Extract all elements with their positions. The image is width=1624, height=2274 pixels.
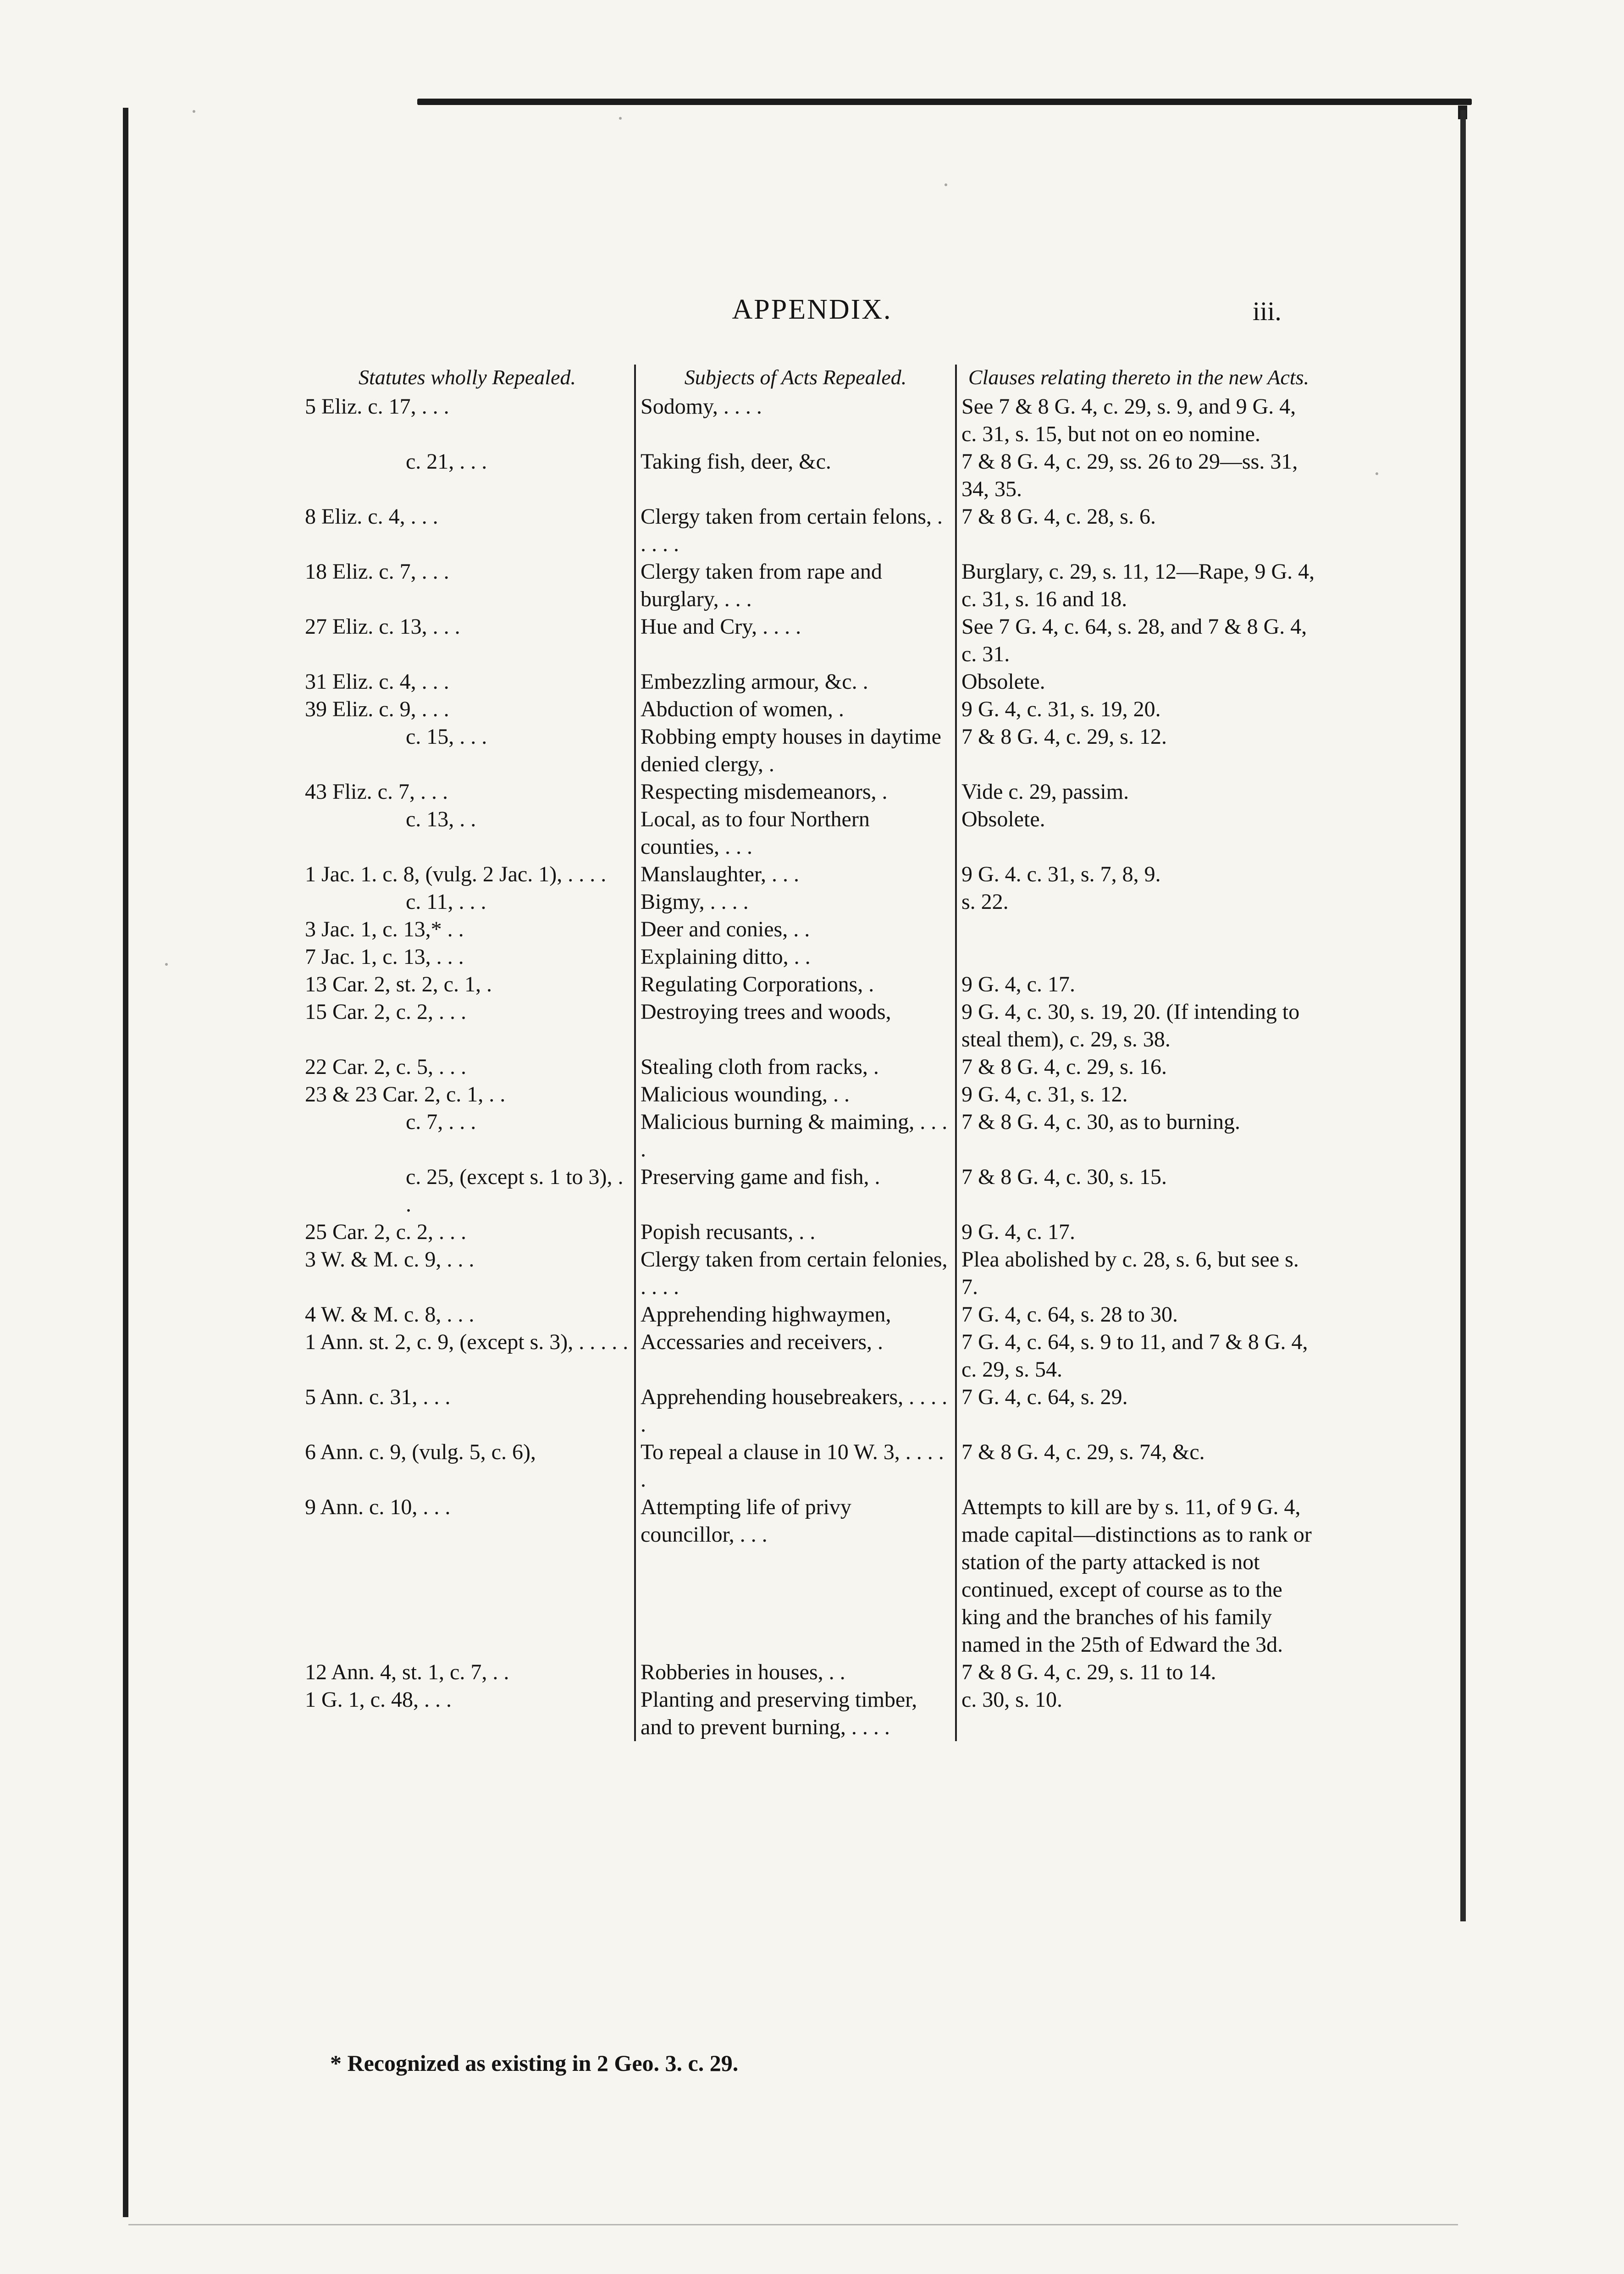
clause-cell: 7 & 8 G. 4, c. 28, s. 6.: [961, 504, 1156, 529]
statute-cell: 18 Eliz. c. 7, . . .: [300, 558, 635, 613]
subject-cell: Deer and conies, . .: [635, 916, 956, 943]
page-title: APPENDIX.: [732, 294, 892, 325]
table-row: [300, 1053, 1320, 1081]
statute-cell: c. 11, . . .: [300, 888, 635, 916]
footnote: * Recognized as existing in 2 Geo. 3. c. 29.: [330, 2050, 739, 2076]
clause-cell: 7 & 8 G. 4, c. 29, s. 74, &c.: [961, 1440, 1205, 1464]
table-row: [300, 558, 1320, 613]
clause-cell: 7 & 8 G. 4, c. 29, s. 16.: [961, 1055, 1167, 1079]
table-row: [300, 696, 1320, 723]
clause-cell: Vide c. 29, passim.: [961, 780, 1129, 804]
clause-cell: c. 30, s. 10.: [961, 1688, 1062, 1712]
subject-cell: Clergy taken from certain felonies, . . . .: [635, 1246, 956, 1301]
statute-cell: 1 Jac. 1. c. 8, (vulg. 2 Jac. 1), . . . .: [300, 861, 635, 888]
table-row: [300, 1108, 1320, 1163]
clause-cell: Burglary, c. 29, s. 11, 12—Rape, 9 G. 4, c. 31, s. 16 and 18.: [961, 559, 1315, 611]
clause-cell: See 7 G. 4, c. 64, s. 28, and 7 & 8 G. 4, c. 31.: [961, 614, 1307, 666]
scan-speck: [945, 183, 947, 186]
statute-cell: c. 15, . . .: [300, 723, 635, 778]
subject-cell: Explaining ditto, . .: [635, 943, 956, 971]
statute-cell: 6 Ann. c. 9, (vulg. 5, c. 6),: [300, 1439, 635, 1494]
clause-cell: 7 G. 4, c. 64, s. 28 to 30.: [961, 1302, 1178, 1327]
table-row: [300, 1081, 1320, 1108]
subject-cell: Robberies in houses, . .: [635, 1659, 956, 1686]
subject-cell: Robbing empty houses in daytime denied clergy, .: [635, 723, 956, 778]
scan-speck: [619, 117, 622, 120]
right-border-rule: [1460, 110, 1466, 1921]
clause-cell: Obsolete.: [961, 669, 1045, 694]
subject-cell: Stealing cloth from racks, .: [635, 1053, 956, 1081]
clause-cell: 7 G. 4, c. 64, s. 29.: [961, 1385, 1128, 1409]
column-header-statutes: Statutes wholly Repealed.: [300, 365, 635, 393]
statute-cell: c. 21, . . .: [300, 448, 635, 503]
table-row: [300, 723, 1320, 778]
subject-cell: Malicious wounding, . .: [635, 1081, 956, 1108]
table-row: [300, 1328, 1320, 1383]
subject-cell: Embezzling armour, &c. .: [635, 668, 956, 696]
table-row: [300, 503, 1320, 558]
statute-cell: 4 W. & M. c. 8, . . .: [300, 1301, 635, 1328]
subject-cell: Accessaries and receivers, .: [635, 1328, 956, 1383]
clause-cell: 7 & 8 G. 4, c. 30, s. 15.: [961, 1165, 1167, 1189]
statute-cell: 9 Ann. c. 10, . . .: [300, 1494, 635, 1659]
statute-cell: 22 Car. 2, c. 5, . . .: [300, 1053, 635, 1081]
statute-cell: 23 & 23 Car. 2, c. 1, . .: [300, 1081, 635, 1108]
statute-cell: 7 Jac. 1, c. 13, . . .: [300, 943, 635, 971]
subject-cell: Popish recusants, . .: [635, 1218, 956, 1246]
table-row: [300, 1218, 1320, 1246]
statute-cell: c. 25, (except s. 1 to 3), . .: [300, 1163, 635, 1218]
statute-cell: 15 Car. 2, c. 2, . . .: [300, 998, 635, 1053]
clause-cell: 7 & 8 G. 4, c. 29, s. 11 to 14.: [961, 1660, 1216, 1684]
table-body: [300, 393, 1320, 1741]
statute-cell: c. 13, . .: [300, 806, 635, 861]
statute-cell: 25 Car. 2, c. 2, . . .: [300, 1218, 635, 1246]
subject-cell: Sodomy, . . . .: [635, 393, 956, 448]
page-number: iii.: [1253, 296, 1282, 326]
statute-cell: 5 Ann. c. 31, . . .: [300, 1383, 635, 1439]
statute-cell: 1 G. 1, c. 48, . . .: [300, 1686, 635, 1741]
subject-cell: Apprehending housebreakers, . . . . .: [635, 1383, 956, 1439]
clause-cell: Attempts to kill are by s. 11, of 9 G. 4, made capital—distinctions as to rank or station of the party attacked is not continued, except of course as to the king and the branches of his family named in the 25th of Edward the 3d.: [961, 1495, 1312, 1657]
table-row: [300, 806, 1320, 861]
clause-cell: [956, 916, 1320, 943]
table-row: [300, 943, 1320, 971]
clause-cell: [956, 943, 1320, 971]
statute-cell: 3 Jac. 1, c. 13,* . .: [300, 916, 635, 943]
table-row: [300, 1659, 1320, 1686]
subject-cell: Respecting misdemeanors, .: [635, 778, 956, 806]
clause-cell: 9 G. 4, c. 31, s. 19, 20.: [961, 697, 1161, 721]
clause-cell: Obsolete.: [961, 807, 1045, 831]
column-header-clauses: Clauses relating thereto in the new Acts.: [968, 365, 1309, 389]
clause-cell: See 7 & 8 G. 4, c. 29, s. 9, and 9 G. 4, c. 31, s. 15, but not on eo nomine.: [961, 394, 1296, 446]
clause-cell: 7 G. 4, c. 64, s. 9 to 11, and 7 & 8 G. 4, c. 29, s. 54.: [961, 1330, 1308, 1382]
table-row: [300, 1686, 1320, 1741]
table-row: [300, 393, 1320, 448]
table-row: [300, 448, 1320, 503]
subject-cell: Local, as to four Northern counties, . . .: [635, 806, 956, 861]
table-row: [300, 1246, 1320, 1301]
subject-cell: Preserving game and fish, .: [635, 1163, 956, 1218]
table-header-row: [300, 365, 1320, 393]
table-row: [300, 1301, 1320, 1328]
statute-cell: 1 Ann. st. 2, c. 9, (except s. 3), . . . . .: [300, 1328, 635, 1383]
statute-cell: 43 Fliz. c. 7, . . .: [300, 778, 635, 806]
top-border-rule: [417, 99, 1472, 105]
subject-cell: Hue and Cry, . . . .: [635, 613, 956, 668]
clause-cell: 7 & 8 G. 4, c. 30, as to burning.: [961, 1110, 1240, 1134]
clause-cell: 9 G. 4, c. 17.: [961, 1220, 1075, 1244]
statute-cell: 27 Eliz. c. 13, . . .: [300, 613, 635, 668]
statute-cell: 8 Eliz. c. 4, . . .: [300, 503, 635, 558]
clause-cell: 7 & 8 G. 4, c. 29, ss. 26 to 29—ss. 31, 34, 35.: [961, 449, 1298, 501]
bottom-border-rule: [128, 2224, 1458, 2225]
table-row: [300, 971, 1320, 998]
clause-cell: 7 & 8 G. 4, c. 29, s. 12.: [961, 725, 1167, 749]
table-row: [300, 916, 1320, 943]
clause-cell: 9 G. 4, c. 31, s. 12.: [961, 1082, 1128, 1107]
statute-cell: 31 Eliz. c. 4, . . .: [300, 668, 635, 696]
scan-speck: [1375, 472, 1378, 475]
subject-cell: Manslaughter, . . .: [635, 861, 956, 888]
subject-cell: Apprehending highwaymen,: [635, 1301, 956, 1328]
table-row: [300, 668, 1320, 696]
table-row: [300, 1163, 1320, 1218]
table-row: [300, 1439, 1320, 1494]
statute-cell: 39 Eliz. c. 9, . . .: [300, 696, 635, 723]
clause-cell: s. 22.: [961, 890, 1009, 914]
clause-cell: Plea abolished by c. 28, s. 6, but see s. 7.: [961, 1247, 1299, 1299]
column-header-subjects: Subjects of Acts Repealed.: [635, 365, 956, 393]
subject-cell: Destroying trees and woods,: [635, 998, 956, 1053]
subject-cell: Clergy taken from certain felons, . . . . .: [635, 503, 956, 558]
scan-speck: [165, 963, 168, 966]
table-row: [300, 1494, 1320, 1659]
table-row: [300, 778, 1320, 806]
statute-cell: c. 7, . . .: [300, 1108, 635, 1163]
repealed-statutes-table: [300, 365, 1320, 1741]
left-border-rule: [123, 108, 128, 2217]
subject-cell: Attempting life of privy councillor, . . .: [635, 1494, 956, 1659]
statute-cell: 5 Eliz. c. 17, . . .: [300, 393, 635, 448]
subject-cell: Regulating Corporations, .: [635, 971, 956, 998]
table-row: [300, 888, 1320, 916]
table-row: [300, 1383, 1320, 1439]
subject-cell: Malicious burning & maiming, . . . .: [635, 1108, 956, 1163]
table-row: [300, 613, 1320, 668]
scan-speck: [193, 110, 195, 113]
clause-cell: 9 G. 4. c. 31, s. 7, 8, 9.: [961, 862, 1161, 886]
subject-cell: Planting and preserving timber, and to prevent burning, . . . .: [635, 1686, 956, 1741]
subject-cell: To repeal a clause in 10 W. 3, . . . . .: [635, 1439, 956, 1494]
subject-cell: Abduction of women, .: [635, 696, 956, 723]
table-row: [300, 861, 1320, 888]
statute-cell: 12 Ann. 4, st. 1, c. 7, . .: [300, 1659, 635, 1686]
table-row: [300, 998, 1320, 1053]
clause-cell: 9 G. 4, c. 17.: [961, 972, 1075, 996]
subject-cell: Taking fish, deer, &c.: [635, 448, 956, 503]
subject-cell: Bigmy, . . . .: [635, 888, 956, 916]
subject-cell: Clergy taken from rape and burglary, . . .: [635, 558, 956, 613]
clause-cell: 9 G. 4, c. 30, s. 19, 20. (If intending to steal them), c. 29, s. 38.: [961, 1000, 1300, 1051]
statute-cell: 3 W. & M. c. 9, . . .: [300, 1246, 635, 1301]
statute-cell: 13 Car. 2, st. 2, c. 1, .: [300, 971, 635, 998]
